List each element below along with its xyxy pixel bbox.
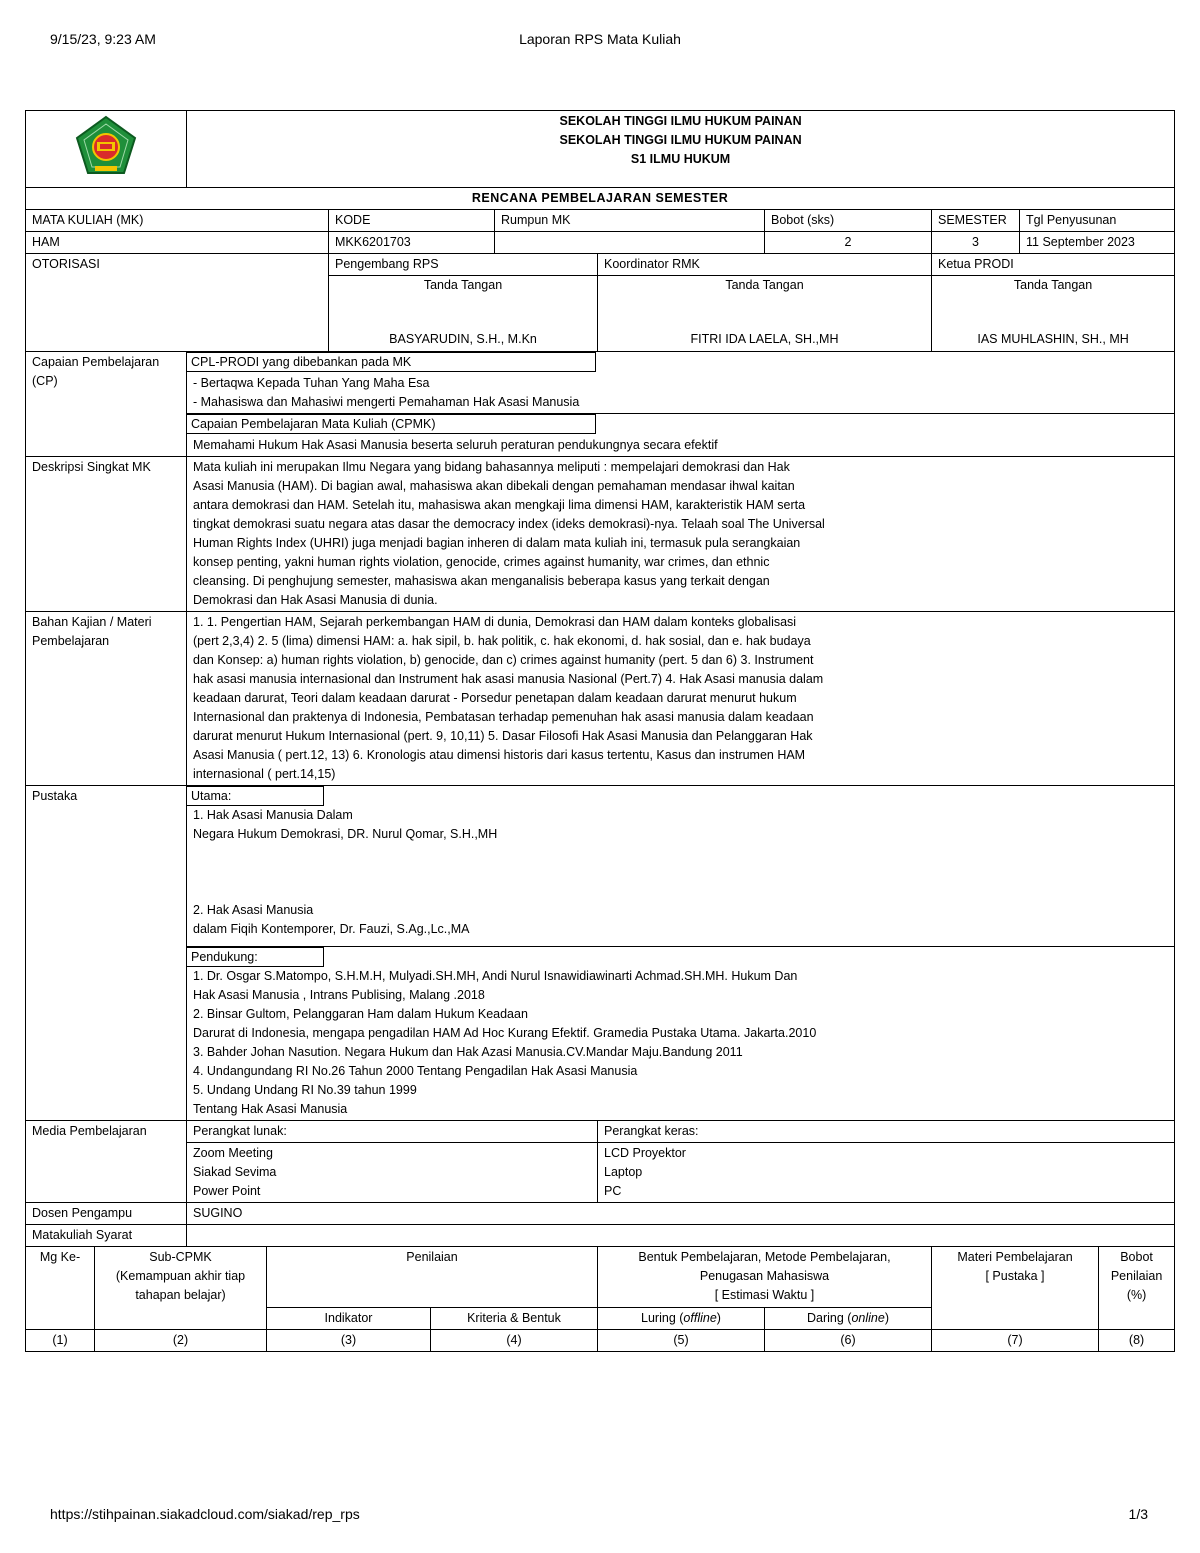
bentuk-header-line: [ Estimasi Waktu ] xyxy=(714,1288,815,1302)
luring-header: Luring (offline) xyxy=(598,1308,765,1330)
hardware-item: LCD Proyektor xyxy=(604,1146,686,1160)
print-page-title: Laporan RPS Mata Kuliah xyxy=(519,31,681,47)
pengembang-signature xyxy=(329,276,598,352)
col-number: (7) xyxy=(932,1330,1099,1352)
hardware-item: PC xyxy=(604,1184,622,1198)
semester-label: SEMESTER xyxy=(932,210,1020,232)
daring-header: Daring (online) xyxy=(765,1308,932,1330)
pustaka-pendukung-line: 2. Binsar Gultom, Pelanggaran Ham dalam Hukum Keadaan xyxy=(193,1007,528,1021)
tgl-value: 11 September 2023 xyxy=(1020,232,1175,254)
pustaka-pendukung-line: Tentang Hak Asasi Manusia xyxy=(193,1102,348,1116)
institution-logo xyxy=(74,115,138,177)
bahan-text xyxy=(187,612,1175,786)
perangkat-keras-list xyxy=(598,1143,1175,1203)
subcpmk-header xyxy=(95,1247,267,1330)
perangkat-keras-label: Perangkat keras: xyxy=(598,1121,1175,1143)
signature-label: Tanda Tangan xyxy=(1013,278,1093,292)
institution-name-1: SEKOLAH TINGGI ILMU HUKUM PAINAN xyxy=(559,114,802,128)
deskripsi-line: Asasi Manusia (HAM). Di bagian awal, mahasiswa akan dibekali dengan pemahaman mendasar ihwal kaitan xyxy=(193,479,795,493)
pustaka-pendukung-line: Hak Asasi Manusia , Intrans Publising, Malang .2018 xyxy=(193,988,485,1002)
pengembang-name: BASYARUDIN, S.H., M.Kn xyxy=(389,332,537,346)
bentuk-header-line: Penugasan Mahasiswa xyxy=(699,1269,830,1283)
syarat-value xyxy=(187,1225,1175,1247)
ketua-signature xyxy=(932,276,1175,352)
bobot-label: Bobot (sks) xyxy=(765,210,932,232)
bahan-line: Internasional dan praktenya di Indonesia, Pembatasan terhadap pemenuhan hak asasi manusia dalam keadaan xyxy=(193,710,814,724)
mg-header: Mg Ke- xyxy=(26,1247,95,1330)
dosen-label: Dosen Pengampu xyxy=(26,1203,187,1225)
deskripsi-line: tingkat demokrasi suatu negara atas dasar the democracy index (ideks demokrasi)-nya. Telaah soal The Universal xyxy=(193,517,825,531)
perangkat-lunak-list xyxy=(187,1143,598,1203)
mk-value: HAM xyxy=(26,232,329,254)
pustaka-utama-line: Negara Hukum Demokrasi, DR. Nurul Qomar, S.H.,MH xyxy=(193,827,498,841)
deskripsi-text xyxy=(187,457,1175,612)
ketua-label: Ketua PRODI xyxy=(932,254,1175,276)
institution-header xyxy=(187,111,1175,188)
bahan-line: hak asasi manusia internasional dan Instrument hak asasi manusia Nasional (Pert.7) 4. Hak Asasi manusia dalam xyxy=(193,672,824,686)
bobot-header xyxy=(1099,1247,1175,1330)
pustaka-utama xyxy=(187,786,1175,947)
program-name: S1 ILMU HUKUM xyxy=(630,152,731,166)
rumpun-value xyxy=(495,232,765,254)
pustaka-pendukung-line: 4. Undangundang RI No.26 Tahun 2000 Tentang Pengadilan Hak Asasi Manusia xyxy=(193,1064,638,1078)
signature-label: Tanda Tangan xyxy=(423,278,503,292)
materi-header xyxy=(932,1247,1099,1330)
bobot-header-line: Bobot xyxy=(1120,1250,1153,1264)
print-datetime: 9/15/23, 9:23 AM xyxy=(50,31,156,47)
pustaka-label: Pustaka xyxy=(26,786,187,1121)
print-url: https://stihpainan.siakadcloud.com/siakad/rep_rps xyxy=(50,1506,360,1522)
deskripsi-line: Mata kuliah ini merupakan Ilmu Negara yang bidang bahasannya meliputi : mempelajari demokrasi dan Hak xyxy=(193,460,790,474)
deskripsi-line: Human Rights Index (UHRI) juga menjadi bagian inheren di dalam mata kuliah ini, termasuk pula serangkaian xyxy=(193,536,801,550)
cpl-section xyxy=(187,352,1175,374)
perangkat-lunak-label: Perangkat lunak: xyxy=(187,1121,598,1143)
ketua-name: IAS MUHLASHIN, SH., MH xyxy=(977,332,1129,346)
bahan-line: (pert 2,3,4) 2. 5 (lima) dimensi HAM: a. hak sipil, b. hak politik, c. hak ekonomi, d. hak sosial, dan e. hak budaya xyxy=(193,634,811,648)
pendukung-label: Pendukung: xyxy=(186,947,324,967)
syarat-label: Matakuliah Syarat xyxy=(26,1225,187,1247)
pustaka-pendukung-line: Darurat di Indonesia, mengapa pengadilan HAM Ad Hoc Kurang Efektif. Gramedia Pustaka Utama. Jakarta.2010 xyxy=(193,1026,817,1040)
bahan-line: darurat menurut Hukum Internasional (pert. 9, 10,11) 5. Dasar Filosofi Hak Asasi Manusia dan Pelanggaran Hak xyxy=(193,729,813,743)
col-number: (2) xyxy=(95,1330,267,1352)
signature-label: Tanda Tangan xyxy=(725,278,804,292)
semester-value: 3 xyxy=(932,232,1020,254)
bahan-line: internasional ( pert.14,15) xyxy=(193,767,336,781)
koordinator-label: Koordinator RMK xyxy=(598,254,932,276)
utama-label: Utama: xyxy=(186,786,324,806)
materi-header-line: Materi Pembelajaran xyxy=(957,1250,1073,1264)
print-page-number: 1/3 xyxy=(1128,1506,1148,1522)
penilaian-header: Penilaian xyxy=(267,1247,598,1308)
col-number: (5) xyxy=(598,1330,765,1352)
deskripsi-line: konsep penting, yakni human rights violation, genocide, crimes against humanity, war crimes, dan ethnic xyxy=(193,555,770,569)
subcpmk-header-line: (Kemampuan akhir tiap xyxy=(115,1269,246,1283)
cpl-item: - Mahasiswa dan Mahasiwi mengerti Pemahaman Hak Asasi Manusia xyxy=(193,395,580,409)
pengembang-label: Pengembang RPS xyxy=(329,254,598,276)
bahan-line: dan Konsep: a) human rights violation, b) genocide, dan c) crimes against humanity (pert. 5 dan 6) 3. Instrument xyxy=(193,653,814,667)
pustaka-pendukung-line: 1. Dr. Osgar S.Matompo, S.H.M.H, Mulyadi.SH.MH, Andi Nurul Isnawidiawinarti Achmad.SH.MH. Hukum Dan xyxy=(193,969,798,983)
software-item: Siakad Sevima xyxy=(193,1165,277,1179)
media-label: Media Pembelajaran xyxy=(26,1121,187,1203)
institution-name-2: SEKOLAH TINGGI ILMU HUKUM PAINAN xyxy=(559,133,802,147)
koordinator-name: FITRI IDA LAELA, SH.,MH xyxy=(690,332,839,346)
bentuk-header-line: Bentuk Pembelajaran, Metode Pembelajaran, xyxy=(638,1250,891,1264)
pustaka-utama-line: dalam Fiqih Kontemporer, Dr. Fauzi, S.Ag.,Lc.,MA xyxy=(193,922,470,936)
bahan-line: keadaan darurat, Teori dalam keadaan darurat - Porsedur penetapan dalam keadaan darurat menurut hukum xyxy=(193,691,797,705)
cpmk-value: Memahami Hukum Hak Asasi Manusia beserta seluruh peraturan pendukungnya secara efektif xyxy=(187,435,1175,457)
bahan-line: 1. 1. Pengertian HAM, Sejarah perkembangan HAM di dunia, Demokrasi dan HAM dalam konteks globalisasi xyxy=(193,615,797,629)
indikator-header: Indikator xyxy=(267,1308,431,1330)
kriteria-header: Kriteria & Bentuk xyxy=(431,1308,598,1330)
deskripsi-line: Demokrasi dan Hak Asasi Manusia di dunia. xyxy=(193,593,438,607)
rps-table xyxy=(25,110,1175,1352)
cpl-item: - Bertaqwa Kepada Tuhan Yang Maha Esa xyxy=(193,376,430,390)
col-number: (3) xyxy=(267,1330,431,1352)
mk-label: MATA KULIAH (MK) xyxy=(26,210,329,232)
rumpun-label: Rumpun MK xyxy=(495,210,765,232)
cpl-label: CPL-PRODI yang dibebankan pada MK xyxy=(186,352,596,372)
subcpmk-header-line: tahapan belajar) xyxy=(135,1288,226,1302)
koordinator-signature xyxy=(598,276,932,352)
pustaka-utama-line: 2. Hak Asasi Manusia xyxy=(193,903,314,917)
kode-label: KODE xyxy=(329,210,495,232)
bahan-label: Bahan Kajian / Materi Pembelajaran xyxy=(26,612,187,786)
bahan-line: Asasi Manusia ( pert.12, 13) 6. Kronologis atau dimensi historis dari kasus tertentu, Kasus dan instrumen HAM xyxy=(193,748,806,762)
col-number: (1) xyxy=(26,1330,95,1352)
logo-cell xyxy=(26,111,187,188)
materi-header-line: [ Pustaka ] xyxy=(985,1269,1045,1283)
cp-label: Capaian Pembelajaran (CP) xyxy=(26,352,187,457)
subcpmk-header-line: Sub-CPMK xyxy=(149,1250,212,1264)
deskripsi-line: cleansing. Di penghujung semester, mahasiswa akan menganalisis beberapa kasus yang terkait dengan xyxy=(193,574,770,588)
col-number: (8) xyxy=(1099,1330,1175,1352)
otorisasi-label: OTORISASI xyxy=(26,254,329,352)
col-number: (6) xyxy=(765,1330,932,1352)
deskripsi-label: Deskripsi Singkat MK xyxy=(26,457,187,612)
bobot-header-line: Penilaian xyxy=(1110,1269,1163,1283)
pustaka-pendukung xyxy=(187,947,1175,1121)
hardware-item: Laptop xyxy=(604,1165,643,1179)
kode-value: MKK6201703 xyxy=(329,232,495,254)
pustaka-utama-line: 1. Hak Asasi Manusia Dalam xyxy=(193,808,353,822)
pustaka-pendukung-line: 5. Undang Undang RI No.39 tahun 1999 xyxy=(193,1083,417,1097)
dosen-value: SUGINO xyxy=(187,1203,1175,1225)
cpmk-label: Capaian Pembelajaran Mata Kuliah (CPMK) xyxy=(186,414,596,434)
software-item: Power Point xyxy=(193,1184,261,1198)
deskripsi-line: antara demokrasi dan HAM. Setelah itu, mahasiswa akan mengkaji lima dimensi HAM, karakteristik HAM serta xyxy=(193,498,806,512)
document-title: RENCANA PEMBELAJARAN SEMESTER xyxy=(26,188,1175,210)
bobot-header-line: (%) xyxy=(1126,1288,1147,1302)
bobot-value: 2 xyxy=(765,232,932,254)
cpmk-section xyxy=(187,414,1175,436)
bentuk-header xyxy=(598,1247,932,1308)
pustaka-pendukung-line: 3. Bahder Johan Nasution. Negara Hukum dan Hak Azasi Manusia.CV.Mandar Maju.Bandung 2011 xyxy=(193,1045,743,1059)
cpl-content xyxy=(187,373,1175,414)
tgl-label: Tgl Penyusunan xyxy=(1020,210,1175,232)
col-number: (4) xyxy=(431,1330,598,1352)
software-item: Zoom Meeting xyxy=(193,1146,273,1160)
